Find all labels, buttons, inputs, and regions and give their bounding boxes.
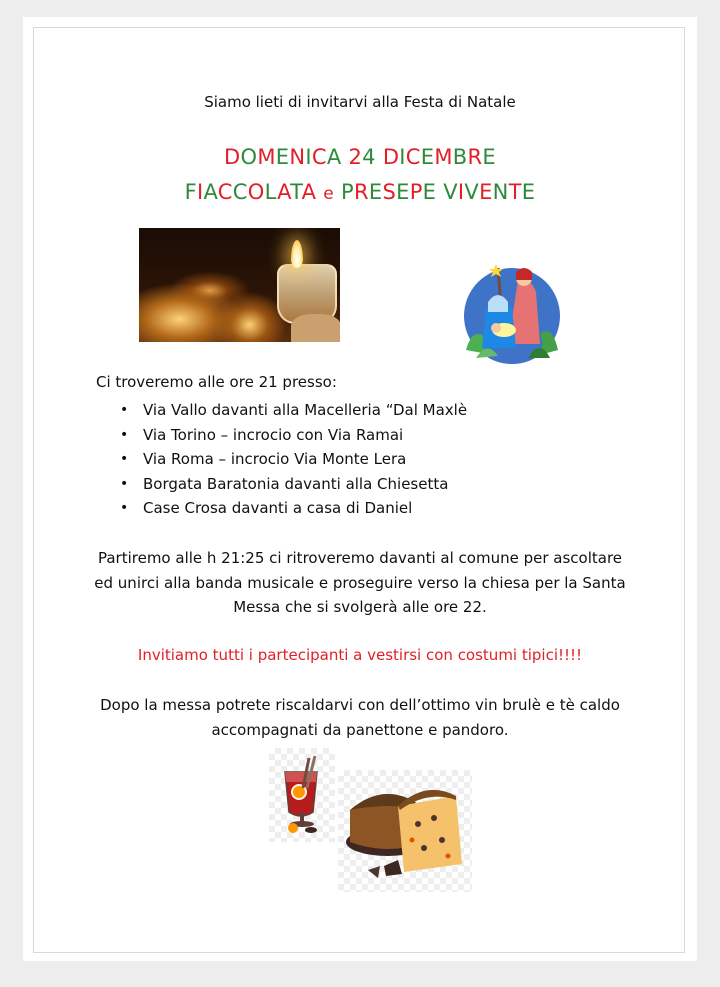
holding-hand <box>291 314 340 342</box>
event-name-title-letter: F <box>184 180 197 204</box>
event-date-title-letter: D <box>224 145 241 169</box>
event-name-title-letter: T <box>290 180 302 204</box>
event-name-title-letter: N <box>492 180 509 204</box>
event-date-title-letter: M <box>257 145 276 169</box>
event-name-title-letter: E <box>368 180 383 204</box>
event-name-title-letter: L <box>264 180 278 204</box>
costume-note: Invitiamo tutti i partecipanti a vestirsi con costumi tipici!!!! <box>137 646 583 664</box>
event-date-title-letter: R <box>467 145 483 169</box>
event-name-title-letter: E <box>422 180 437 204</box>
location-item: • Borgata Baratonia davanti alla Chiesetta <box>120 472 467 497</box>
event-date-title-letter: C <box>405 145 421 169</box>
locations-list <box>120 398 467 521</box>
refreshments-paragraph <box>0 693 720 742</box>
event-date-title-letter: E <box>482 145 496 169</box>
nativity-illustration <box>458 258 566 370</box>
event-date-title-letter: I <box>399 145 406 169</box>
event-date-title-letter: 4 <box>362 145 376 169</box>
event-name-title-letter: A <box>301 180 317 204</box>
event-name-title-letter: V <box>443 180 458 204</box>
panettone-photo <box>338 770 472 892</box>
event-name-title-letter <box>334 180 341 204</box>
event-date-title-letter: 2 <box>348 145 363 169</box>
candle-photo <box>139 228 340 342</box>
event-name-title-letter: C <box>232 180 248 204</box>
event-name-title-letter: I <box>457 180 465 204</box>
location-item: • Via Roma – incrocio Via Monte Lera <box>120 447 467 472</box>
location-item: • Via Vallo davanti alla Macelleria “Dal Maxlè <box>120 398 467 423</box>
event-name-title-letter: E <box>521 180 536 204</box>
schedule-line: Messa che si svolgerà alle ore 22. <box>233 598 487 616</box>
event-name-title <box>0 180 720 204</box>
event-name-title-letter: A <box>203 180 218 204</box>
location-item: • Case Crosa davanti a casa di Daniel <box>120 496 467 521</box>
event-name-title-letter: C <box>217 180 233 204</box>
event-date-title-letter: B <box>452 145 468 169</box>
intro-text: Siamo lieti di invitarvi alla Festa di Natale <box>204 93 516 111</box>
meeting-intro: Ci troveremo alle ore 21 presso: <box>96 373 337 391</box>
event-date-title-letter: E <box>420 145 435 169</box>
schedule-line: ed unirci alla banda musicale e proseguire verso la chiesa per la Santa <box>94 573 626 592</box>
event-name-title-letter: E <box>479 180 493 204</box>
event-date-title-letter: D <box>382 145 400 169</box>
event-name-title-letter: V <box>464 180 480 204</box>
event-date-title-letter: A <box>326 145 342 169</box>
event-name-title-letter: e <box>323 184 335 204</box>
refreshments-line: Dopo la messa potrete riscaldarvi con dell’ottimo vin brulè e tè caldo <box>100 696 620 714</box>
event-name-title-letter: P <box>341 180 354 204</box>
schedule-paragraph <box>0 546 720 620</box>
event-name-title-letter: R <box>353 180 369 204</box>
event-name-title-letter: O <box>247 180 265 204</box>
mulled-wine-illustration <box>269 748 335 842</box>
event-name-title-letter: I <box>197 180 204 204</box>
event-date-title-letter: M <box>434 145 453 169</box>
event-name-title-letter: A <box>277 180 291 204</box>
event-name-title-letter: E <box>396 180 410 204</box>
event-date-title-letter: C <box>311 145 327 169</box>
candle-flame <box>291 240 303 268</box>
event-name-title-letter: P <box>409 180 423 204</box>
event-name-title-letter: S <box>382 180 397 204</box>
event-date-title-letter: I <box>305 145 312 169</box>
location-item: • Via Torino – incrocio con Via Ramai <box>120 423 467 448</box>
schedule-line: Partiremo alle h 21:25 ci ritroveremo davanti al comune per ascoltare <box>97 549 623 567</box>
event-date-title <box>0 145 720 169</box>
event-name-title-letter: T <box>508 180 522 204</box>
refreshments-line: accompagnati da panettone e pandoro. <box>211 720 509 739</box>
event-date-title-letter: E <box>275 145 290 169</box>
event-date-title-letter <box>376 145 383 169</box>
event-date-title-letter: O <box>240 145 258 169</box>
event-date-title-letter: N <box>289 145 306 169</box>
